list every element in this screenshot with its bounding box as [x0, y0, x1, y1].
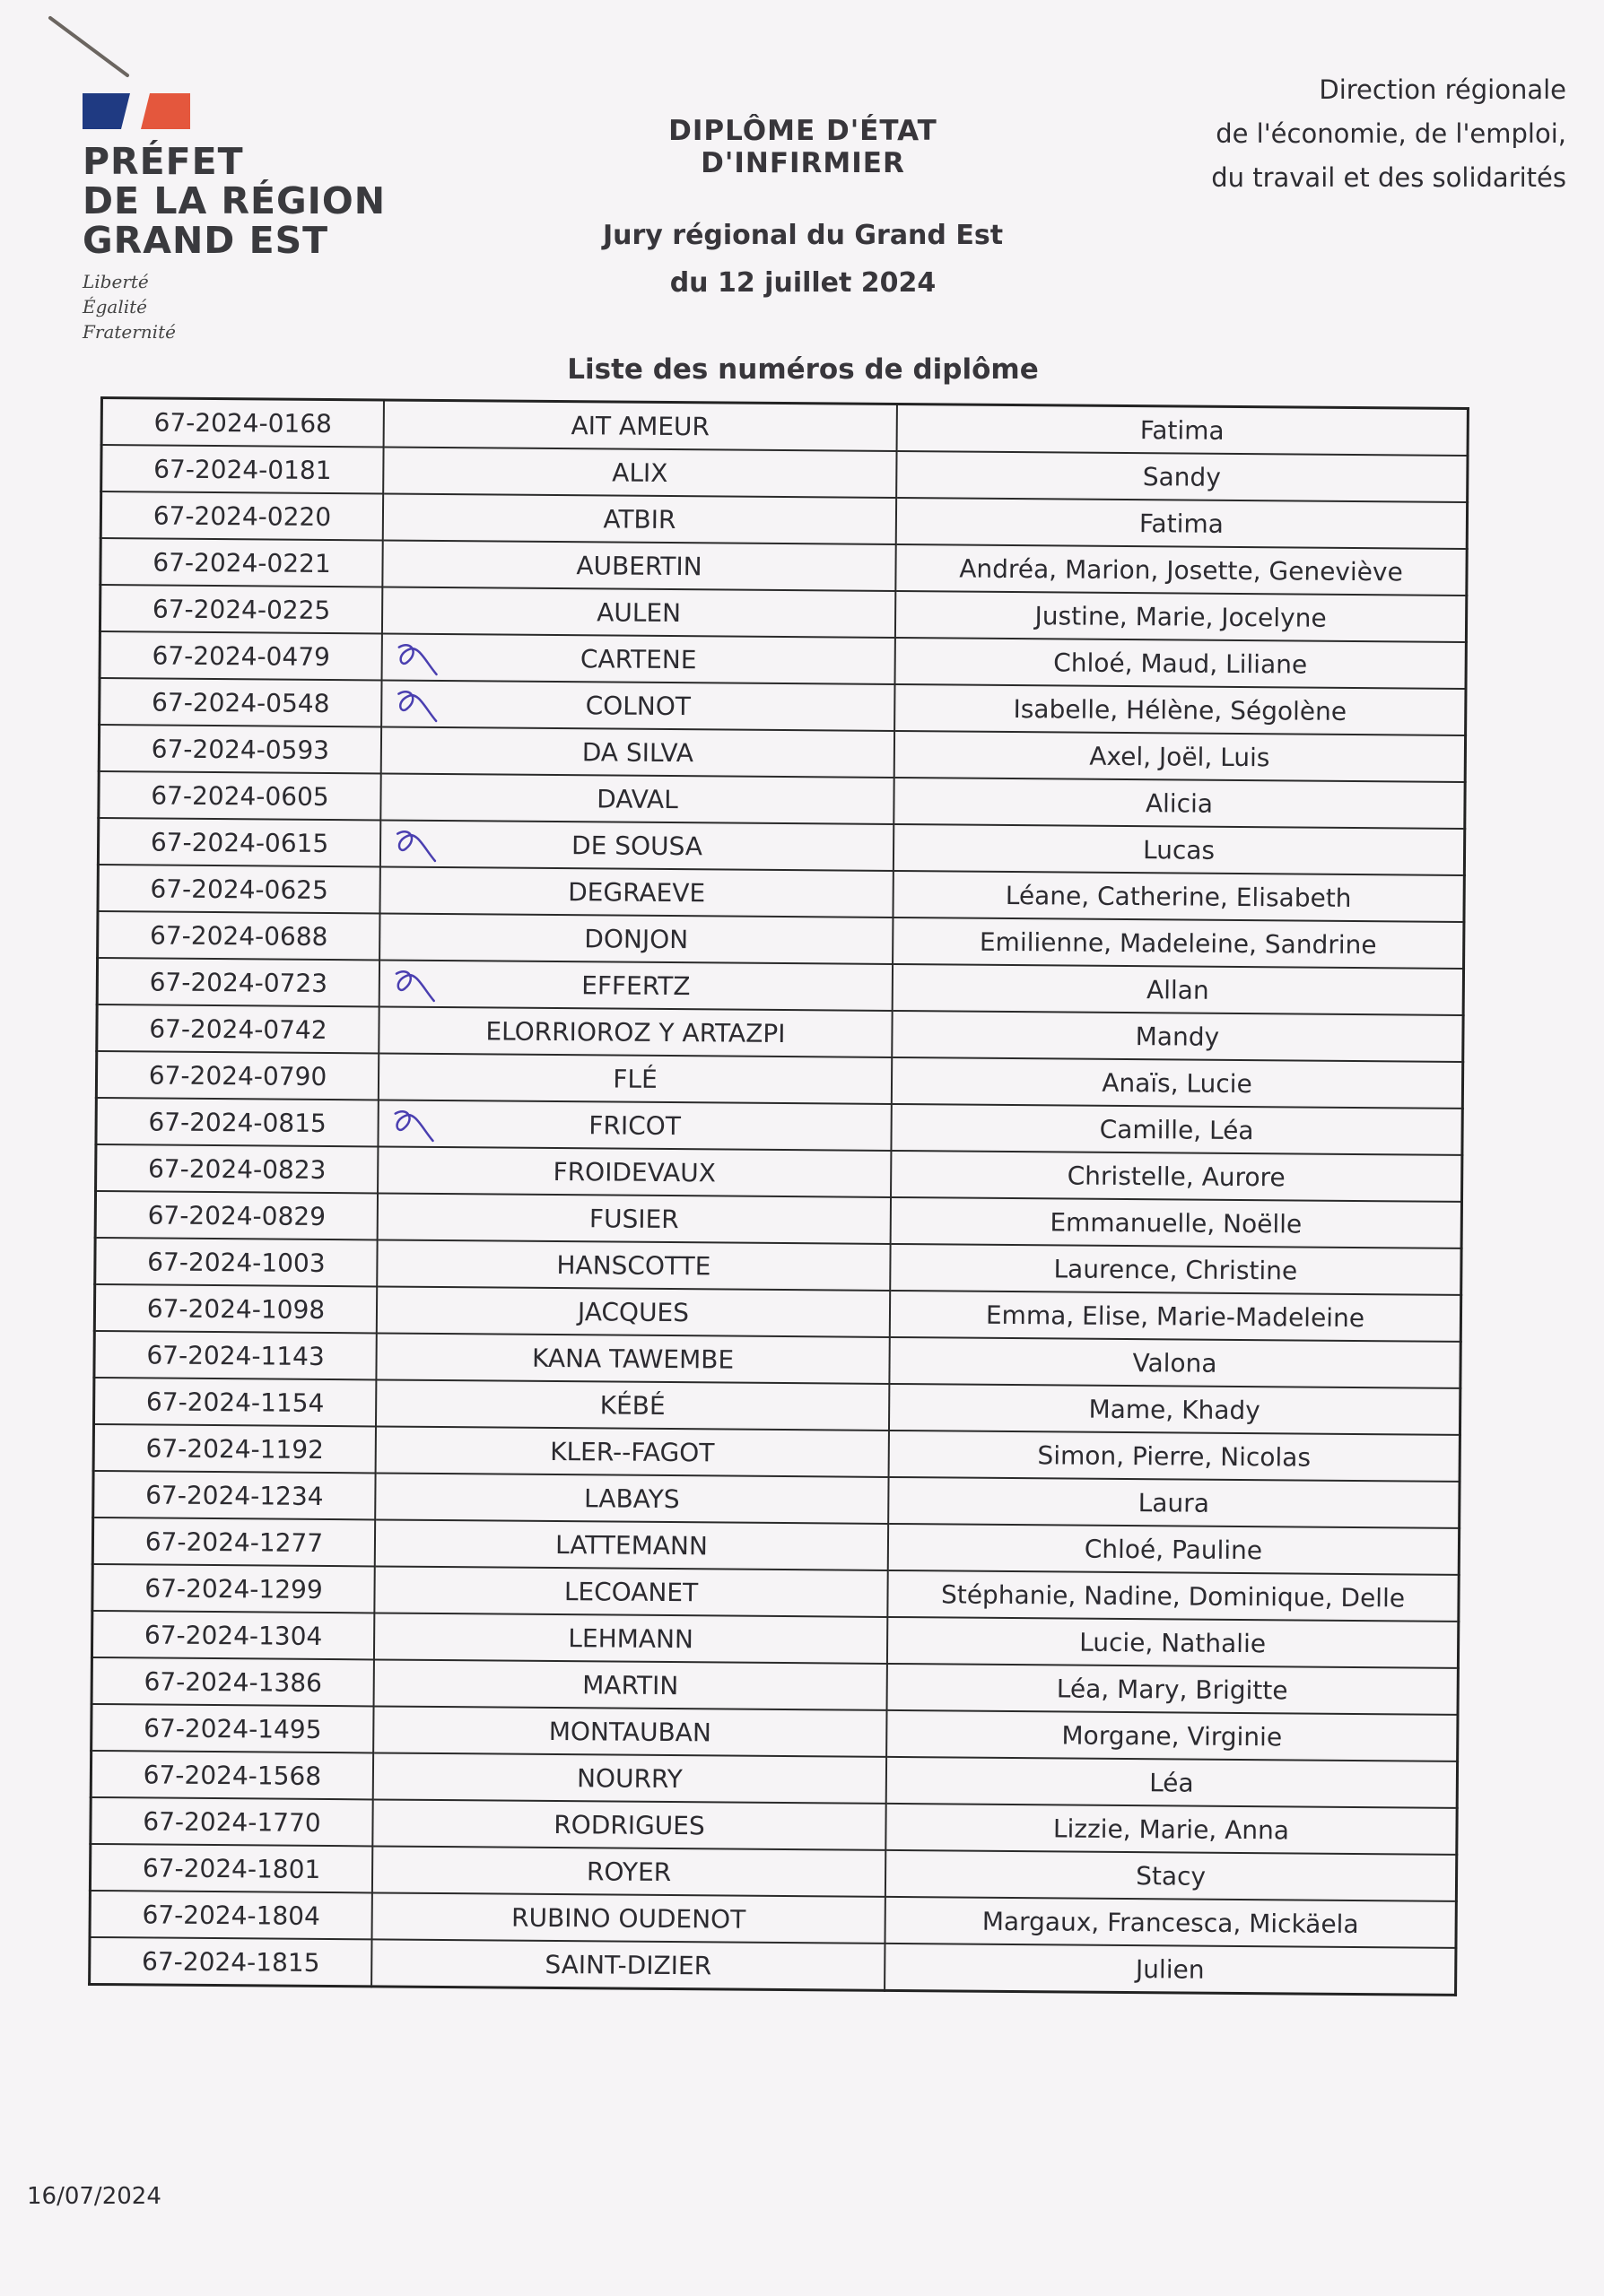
surname: COLNOT: [585, 690, 692, 721]
surname: AULEN: [597, 596, 682, 628]
surname-cell: [371, 1939, 885, 1990]
given-names: Anaïs, Lucie: [892, 1057, 1463, 1109]
document-title: DIPLÔME D'ÉTAT D'INFIRMIER: [668, 115, 937, 179]
diploma-number: 67-2024-0829: [95, 1191, 378, 1239]
given-names: Chloé, Pauline: [888, 1524, 1460, 1575]
surname: ROYER: [586, 1856, 672, 1887]
diploma-number: 67-2024-1568: [91, 1751, 373, 1799]
given-names: Julien: [885, 1944, 1456, 1995]
diploma-table-wrapper: [88, 396, 1469, 1996]
surname-cell: [375, 1473, 888, 1523]
surname-cell: [380, 773, 894, 823]
surname-cell: [379, 913, 893, 963]
surname: CARTENE: [580, 643, 697, 674]
given-names: Simon, Pierre, Nicolas: [889, 1431, 1460, 1482]
diploma-number: 67-2024-0815: [96, 1098, 379, 1146]
given-names: Morgane, Virginie: [886, 1710, 1458, 1761]
surname-cell: [375, 1519, 888, 1570]
surname-cell: [382, 540, 895, 590]
surname-cell: [379, 1006, 892, 1057]
surname: RUBINO OUDENOT: [510, 1902, 746, 1935]
given-names: Axel, Joël, Luis: [894, 731, 1466, 782]
given-names: Emma, Elise, Marie-Madeleine: [890, 1291, 1461, 1342]
surname-cell: [382, 633, 895, 683]
given-names: Laura: [888, 1477, 1460, 1528]
surname: JACQUES: [577, 1296, 690, 1327]
surname-cell: [376, 1379, 889, 1430]
given-names: Allan: [893, 964, 1464, 1015]
prefet-wordmark: PRÉFET DE LA RÉGION GRAND EST: [83, 140, 387, 262]
surname: DE SOUSA: [571, 830, 703, 861]
list-title: Liste des numéros de diplôme: [567, 353, 1039, 386]
surname-cell: [374, 1613, 887, 1663]
given-names: Justine, Marie, Jocelyne: [895, 591, 1467, 642]
diploma-number: 67-2024-0823: [96, 1144, 379, 1193]
given-names: Margaux, Francesca, Mickäela: [885, 1897, 1456, 1948]
surname: FUSIER: [588, 1203, 679, 1234]
given-names: Lucie, Nathalie: [887, 1617, 1459, 1668]
diploma-table: [88, 396, 1469, 1996]
prefecture-logo: [83, 93, 386, 344]
surname: KÉBÉ: [599, 1389, 666, 1421]
surname: ATBIR: [603, 503, 676, 535]
diploma-number: 67-2024-1304: [92, 1611, 374, 1659]
pencil-edge-shadow: [47, 13, 136, 84]
surname-cell: [372, 1799, 885, 1849]
given-names: Emmanuelle, Noëlle: [891, 1197, 1462, 1248]
given-names: Stacy: [885, 1850, 1457, 1901]
surname-cell: [377, 1239, 890, 1290]
diploma-number: 67-2024-0220: [100, 491, 383, 540]
surname: MARTIN: [582, 1669, 679, 1700]
surname: AUBERTIN: [576, 550, 702, 581]
surname: DEGRAEVE: [568, 876, 706, 908]
surname: LEHMANN: [568, 1622, 694, 1654]
given-names: Sandy: [896, 451, 1468, 502]
diploma-number: 67-2024-0790: [96, 1051, 379, 1100]
diploma-number: 67-2024-0548: [100, 678, 382, 726]
diploma-number: 67-2024-1386: [92, 1657, 374, 1706]
diploma-number: 67-2024-1192: [93, 1424, 376, 1473]
surname-cell: [377, 1286, 890, 1336]
given-names: Léa: [886, 1757, 1458, 1808]
jury-heading: Jury régional du Grand Est du 12 juillet 2024: [602, 220, 1004, 299]
given-names: Fatima: [897, 404, 1469, 455]
given-names: Laurence, Christine: [890, 1244, 1461, 1295]
diploma-number: 67-2024-1154: [93, 1378, 376, 1426]
diploma-number: 67-2024-1003: [95, 1238, 378, 1286]
surname: DA SILVA: [581, 736, 694, 768]
diploma-number: 67-2024-1804: [90, 1891, 372, 1939]
handwritten-check-mark-icon: [391, 682, 445, 726]
surname-cell: [382, 587, 895, 637]
given-names: Lucas: [894, 824, 1465, 875]
diploma-number: 67-2024-0168: [101, 398, 384, 448]
surname: KLER--FAGOT: [550, 1436, 715, 1467]
surname-cell: [378, 1193, 891, 1243]
diploma-number: 67-2024-1815: [90, 1937, 372, 1987]
surname-cell: [383, 493, 896, 544]
surname: RODRIGUES: [554, 1809, 705, 1840]
surname-cell: [376, 1426, 889, 1476]
diploma-number: 67-2024-0605: [99, 771, 381, 820]
surname: MONTAUBAN: [548, 1716, 711, 1747]
given-names: Camille, Léa: [891, 1104, 1462, 1155]
surname: NOURRY: [576, 1762, 683, 1794]
surname: HANSCOTTE: [556, 1249, 711, 1281]
direction-regionale: Direction régionale de l'économie, de l'emploi, du travail et des solidarités: [1211, 74, 1566, 193]
diploma-number: 67-2024-1234: [93, 1471, 376, 1519]
surname: FRICOT: [588, 1109, 682, 1141]
handwritten-check-mark-icon: [390, 822, 444, 866]
surname-cell: [374, 1566, 887, 1616]
surname-cell: [383, 447, 896, 497]
surname: LABAYS: [584, 1483, 680, 1514]
surname: KANA TAWEMBE: [531, 1343, 735, 1375]
given-names: Mandy: [892, 1011, 1463, 1062]
diploma-number: 67-2024-0221: [100, 538, 383, 587]
diploma-number: 67-2024-0742: [97, 1004, 379, 1053]
diploma-number: 67-2024-0688: [98, 911, 380, 960]
surname-cell: [380, 820, 894, 870]
diploma-number: 67-2024-0723: [97, 958, 379, 1006]
surname-cell: [379, 1053, 892, 1103]
surname: LECOANET: [563, 1576, 699, 1607]
surname: EFFERTZ: [581, 970, 691, 1001]
diploma-number: 67-2024-0225: [100, 585, 382, 633]
surname-cell: [381, 726, 894, 777]
surname-cell: [378, 1146, 891, 1196]
given-names: Valona: [889, 1337, 1460, 1388]
given-names: Stéphanie, Nadine, Dominique, Delle: [887, 1570, 1459, 1622]
diploma-number: 67-2024-1801: [90, 1844, 372, 1892]
given-names: Andréa, Marion, Josette, Geneviève: [895, 544, 1467, 596]
surname-cell: [379, 960, 893, 1010]
given-names: Christelle, Aurore: [891, 1151, 1462, 1202]
surname: FLÉ: [613, 1064, 658, 1094]
diploma-number: 67-2024-1299: [92, 1564, 375, 1613]
given-names: Alicia: [894, 778, 1465, 829]
diploma-number: 67-2024-1495: [92, 1704, 374, 1752]
surname: FROIDEVAUX: [553, 1156, 717, 1187]
given-names: Emilienne, Madeleine, Sandrine: [893, 918, 1464, 969]
surname: ELORRIOROZ Y ARTAZPI: [485, 1015, 786, 1048]
given-names: Mame, Khady: [889, 1384, 1460, 1435]
surname-cell: [374, 1659, 887, 1709]
given-names: Fatima: [896, 498, 1468, 549]
given-names: Lizzie, Marie, Anna: [885, 1804, 1457, 1855]
surname-cell: [378, 1100, 891, 1150]
diploma-number: 67-2024-1277: [92, 1518, 375, 1566]
diploma-number: 67-2024-1770: [91, 1797, 373, 1846]
given-names: Léane, Catherine, Elisabeth: [893, 871, 1464, 922]
diploma-number: 67-2024-0479: [100, 631, 382, 680]
surname: LATTEMANN: [554, 1529, 709, 1561]
surname-cell: [373, 1752, 886, 1803]
surname-cell: [384, 400, 897, 451]
diploma-number: 67-2024-1143: [94, 1331, 377, 1379]
given-names: Chloé, Maud, Liliane: [895, 638, 1467, 689]
diploma-number: 67-2024-0615: [98, 818, 380, 866]
surname-cell: [372, 1846, 885, 1896]
handwritten-check-mark-icon: [392, 635, 446, 680]
handwritten-check-mark-icon: [389, 961, 443, 1006]
surname: ALIX: [612, 457, 668, 488]
surname-cell: [376, 1333, 889, 1383]
surname-cell: [381, 680, 894, 730]
surname: DAVAL: [597, 783, 678, 814]
table-row: [90, 1937, 1456, 1995]
footer-date: 16/07/2024: [27, 2183, 161, 2210]
diploma-number: 67-2024-1098: [94, 1284, 377, 1333]
marianne-flag-icon: [83, 93, 190, 129]
surname-cell: [373, 1706, 886, 1756]
surname: DONJON: [584, 923, 689, 954]
surname: SAINT-DIZIER: [545, 1949, 712, 1980]
surname-cell: [379, 866, 893, 917]
given-names: Léa, Mary, Brigitte: [887, 1664, 1459, 1715]
diploma-number: 67-2024-0593: [99, 725, 381, 773]
devise: Liberté Égalité Fraternité: [83, 271, 176, 343]
surname: AIT AMEUR: [571, 410, 710, 441]
handwritten-check-mark-icon: [388, 1101, 441, 1146]
diploma-number: 67-2024-0181: [101, 445, 384, 493]
diploma-number: 67-2024-0625: [98, 865, 380, 913]
surname-cell: [371, 1892, 885, 1943]
given-names: Isabelle, Hélène, Ségolène: [894, 684, 1466, 735]
